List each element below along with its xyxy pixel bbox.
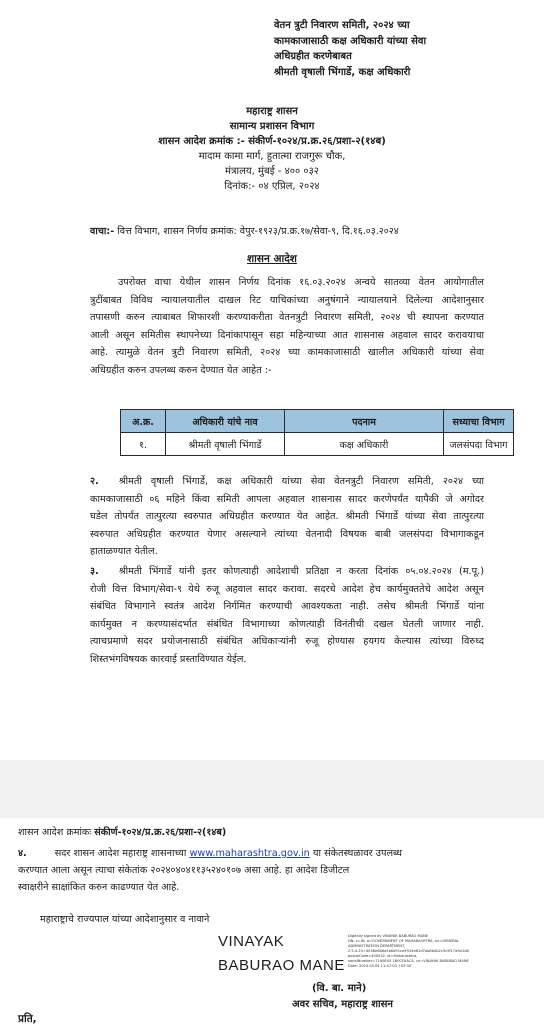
table-cell: जलसंपदा विभाग <box>444 433 514 456</box>
paragraph-number: २. <box>90 476 99 487</box>
subject-block <box>274 18 504 80</box>
table-row <box>121 433 514 456</box>
signature-detail-line: Date: 2024.04.04 11:47:03 +05'30' <box>348 964 413 968</box>
signature-name-line: VINAYAK <box>218 933 285 950</box>
governor-order-line: महाराष्ट्राचे राज्यपाल यांच्या आदेशानुसार व नावाने <box>40 914 210 925</box>
signature-detail-line: ADMINISTRATION DEPARTMENT, <box>348 944 406 948</box>
paragraph-line: घडेल तोपर्यंत तात्पुरत्या स्वरुपात अधिग्रहीत करण्यात येत आहेत. श्रीमती भिंगार्डे यांच्या सेवा तात्पुरत्या <box>90 511 484 522</box>
signature-detail-line: 2.5.4.20=4058e6b6a5b6d91ce5f1f4e61d7ab8b0b2c3c9f17a9d1d8 <box>348 949 469 953</box>
column-header: अधिकारी यांचे नाव <box>166 410 285 433</box>
paragraph-line: स्वरुपात अधिग्रहीत करण्यात येणार असल्याने त्यांच्या वेतनादी विषयक बाबी जलसंपदा विभागाकडून <box>90 528 484 540</box>
signature-detail-line: serialNumber=71A9E45 1B0CFAACA, cn=VINAYAK BABURAO MANE <box>348 959 469 963</box>
paragraph-line: त्रुटींबाबत विविध न्यायालयातील दाखल रिट याचिकांच्या अनुषंगाने न्यायालयाने दिलेल्या आदेशानुसार <box>90 294 484 306</box>
paragraph-line: संबंधित विभागाने स्वतंत्र आदेश निर्गमित करण्याची आवश्यकता नाही. तसेच श्रीमती भिंगार्डे यांना <box>90 601 484 612</box>
digital-signature-details <box>348 934 533 969</box>
address-line-2: मंत्रालय, मुंबई - ४०० ०३२ <box>225 166 319 177</box>
appointment-table <box>120 409 514 456</box>
signature-detail-line: DN: c=IN, o=GOVERNMENT OF MAHARASHTRA, ou=GENERAL <box>348 939 460 943</box>
paragraph-line: तपासणी करुन त्याबाबत शिफारशी करण्याकरीता वेतनत्रुटी निवारण समिती, २०२४ ची स्थापना करण्यात <box>90 312 484 323</box>
table-cell: १. <box>121 433 166 456</box>
paragraph-line: हाताळण्यात येतील. <box>90 546 158 557</box>
website-link[interactable]: www.maharashtra.gov.in <box>189 848 310 859</box>
paragraph-line: शिस्तभंगविषयक कारवाई प्रस्ताविण्यात येईल. <box>90 653 247 665</box>
paragraph-text: श्रीमती भिंगार्डे यांनी इतर कोणत्याही आदेशाची प्रतिक्षा न करता दिनांक ०५.०४.२०२४ (म.पू.) <box>118 566 484 577</box>
department-name: सामान्य प्रशासन विभाग <box>229 121 315 132</box>
copy-to-label: प्रति, <box>18 1013 37 1025</box>
column-header: पदनाम <box>285 410 444 433</box>
table-header-row <box>121 410 514 433</box>
paragraph-number: ४. <box>18 848 27 859</box>
page-order-reference <box>18 825 226 838</box>
paragraph-line <box>90 563 484 581</box>
paragraph-line: उपरोक्त वाचा येथील शासन निर्णय दिनांक १६.०३.२०२४ अन्वये सातव्या वेतन आयोगातील <box>118 277 484 288</box>
paragraph-number: ३. <box>90 566 99 577</box>
paragraph-text: या संकेतस्थळावर उपलब्ध <box>309 848 403 859</box>
paragraph-line: आली असून समितीस स्थापनेच्या दिनांकापासून सहा महिन्याच्या आत शासनास अहवाल सादर करावयाचा <box>90 329 484 341</box>
paragraph-1 <box>90 274 484 379</box>
order-number: शासन आदेश क्रमांक :- संकीर्ण-१०२४/प्र.क्र.२६/प्रशा-२(१४ब) <box>158 136 386 147</box>
paragraph-line: आहे. त्यामुळे वेतन त्रुटी निवारण समिती, २०२४ च्या कामकाजासाठी खालील अधिकारी यांच्या सेवा <box>90 347 484 358</box>
subject-line: अधिग्रहीत करणेबाबत <box>274 51 352 62</box>
subject-line: वेतन त्रुटी निवारण समिती, २०२४ च्या <box>274 20 410 31</box>
order-heading: शासन आदेश <box>247 253 297 265</box>
paragraph-line: अधिग्रहीत करुन उपलब्ध करुन देण्यात येत आहेत :- <box>90 364 272 376</box>
column-header: सध्याचा विभाग <box>444 410 514 433</box>
paragraph-line: कामकाजासाठी ०६ महिने किंवा समिती आपला अहवाल शासनास सादर करणेपर्यंत यापैकी जे अगोदर <box>90 493 484 505</box>
page-gap <box>0 760 544 818</box>
state-name: महाराष्ट्र शासन <box>246 106 298 117</box>
subject-line: श्रीमती वृषाली भिंगार्डे, कक्ष अधिकारी <box>274 66 411 78</box>
paragraph-3 <box>90 563 484 668</box>
paragraph-line: कार्यमुक्त न करण्यासंदर्भात संबंधित विभागाच्या कोणत्याही विनंतीची दखल घेतली जाणार नाही. <box>90 618 484 630</box>
address-line-1: मादाम कामा मार्ग, हुतात्मा राजगुरू चौक, <box>198 151 346 162</box>
column-header: अ.क्र. <box>121 410 166 433</box>
paragraph-line: करण्यात आला असून त्याचा संकेतांक २०२४०४०४११३५२४०१०७ असा आहे. हा आदेश डिजीटल <box>18 865 350 876</box>
paragraph-line: स्वाक्षरीने साक्षांकित करुन काढण्यात येत आहे. <box>18 882 180 893</box>
table-cell: श्रीमती वृषाली भिंगार्डे <box>166 433 285 456</box>
digital-signature-name <box>218 930 345 978</box>
signature-detail-line: Digitally signed by VINAYAK BABURAO MANE <box>348 934 429 938</box>
reference-label: वाचा:- <box>90 226 115 237</box>
signatory-initials: (वि. बा. माने) <box>312 983 367 994</box>
paragraph-line: त्याचप्रमाणे सदर प्रयोजनासाठी संबंधित अधिकाऱ्यांनी रुजू होण्यास हयगय केल्यास त्यांच्या विरुध्द <box>90 636 484 647</box>
subject-line: कामकाजासाठी कक्ष अधिकारी यांच्या सेवा <box>274 35 427 47</box>
signature-detail-line: postalCode=400032, st=Maharashtra, <box>348 954 418 958</box>
paragraph-line: रोजी वित्त विभाग/सेवा-९ येथे रुजू अहवाल सादर करावा. सदरचे आदेश हेच कार्यमुक्ततेचे आदेश असून <box>90 583 484 595</box>
paragraph-text: श्रीमती वृषाली भिंगार्डे, कक्ष अधिकारी यांच्या सेवा वेतनत्रुटी निवारण समिती, २०२४ च्या <box>118 476 484 487</box>
reference-label: शासन आदेश क्रमांकः <box>18 827 95 838</box>
paragraph-4 <box>18 845 518 896</box>
reference-line <box>90 224 399 237</box>
table-cell: कक्ष अधिकारी <box>285 433 444 456</box>
reference-text: वित्त विभाग, शासन निर्णय क्रमांक: वेपुर-१९२३/प्र.क्र.१७/सेवा-९, दि.१६.०३.२०२४ <box>114 226 399 237</box>
signatory-designation: अवर सचिव, महाराष्ट्र शासन <box>292 999 393 1010</box>
order-date: दिनांक:- ०४ एप्रिल, २०२४ <box>224 181 320 192</box>
paragraph-line <box>18 845 518 862</box>
paragraph-text: सदर शासन आदेश महाराष्ट्र शासनाच्या <box>54 848 190 859</box>
signature-name-line: BABURAO MANE <box>218 957 345 974</box>
reference-value: संकीर्ण-१०२४/प्र.क्र.२६/प्रशा-२(१४ब) <box>94 827 227 838</box>
paragraph-line <box>90 473 484 491</box>
paragraph-2 <box>90 473 484 561</box>
